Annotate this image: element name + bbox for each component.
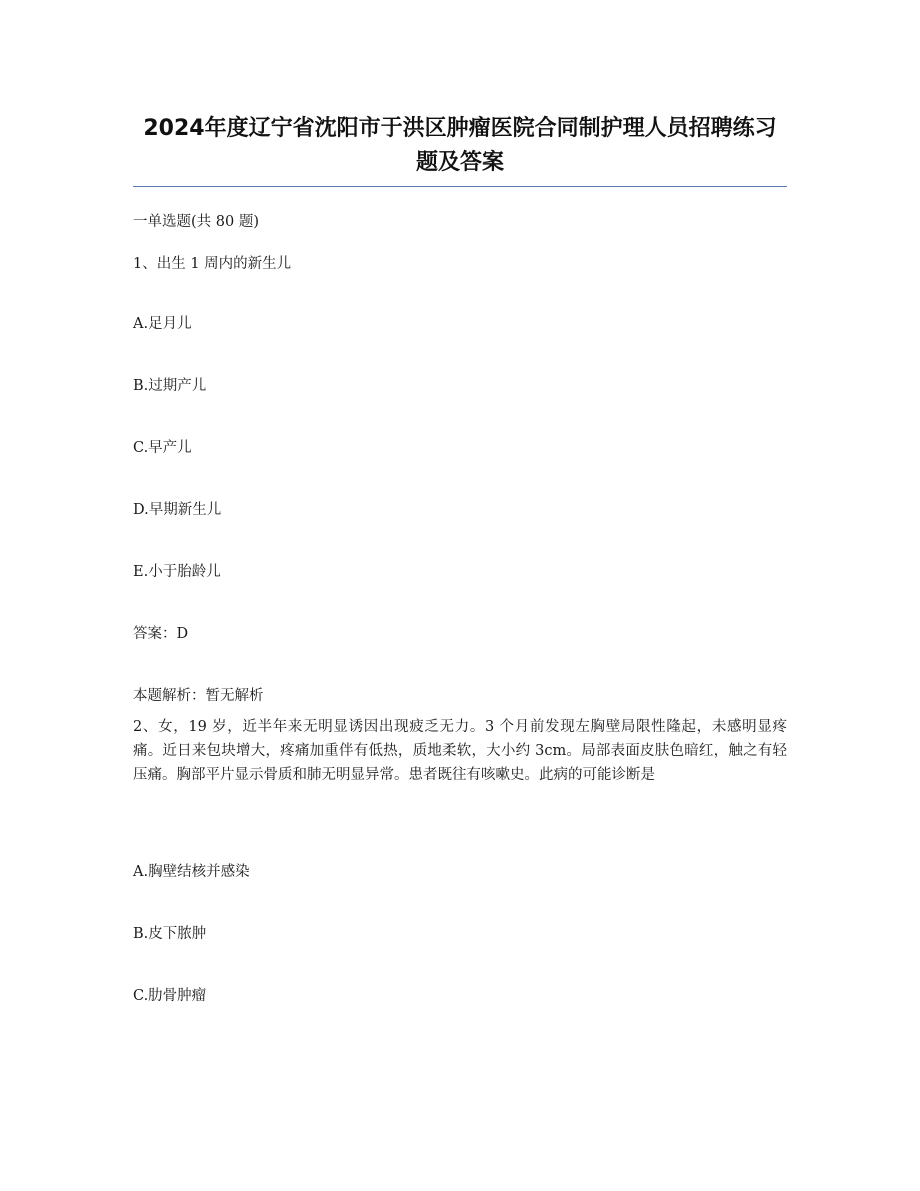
question-1-option-a: A.足月儿	[133, 316, 192, 332]
question-1-stem: 1、出生 1 周内的新生儿	[133, 256, 292, 272]
question-2-option-a: A.胸壁结核并感染	[133, 864, 250, 880]
question-2-option-b: B.皮下脓肿	[133, 926, 207, 942]
question-2-option-c: C.肋骨肿瘤	[133, 988, 207, 1004]
question-1-answer: 答案：D	[133, 626, 189, 642]
question-1-option-b: B.过期产儿	[133, 378, 207, 394]
question-2-stem: 2、女，19 岁，近半年来无明显诱因出现疲乏无力。3 个月前发现左胸壁局限性隆起，未感明显疼痛。近日来包块增大，疼痛加重伴有低热，质地柔软，大小约 3cm。局部表面皮肤色暗红，触之有轻压痛。胸部平片显示骨质和肺无明显异常。患者既往有咳嗽史。此病的可能诊断是	[133, 719, 787, 783]
title-divider	[133, 186, 787, 187]
document-title: 2024年度辽宁省沈阳市于洪区肿瘤医院合同制护理人员招聘练习题及答案	[143, 116, 777, 175]
section-header: 一单选题(共 80 题)	[133, 214, 259, 230]
question-1-option-d: D.早期新生儿	[133, 502, 222, 518]
question-1-option-e: E.小于胎龄儿	[133, 564, 221, 580]
question-1-explanation: 本题解析：暂无解析	[133, 688, 264, 704]
question-1-option-c: C.早产儿	[133, 440, 192, 456]
